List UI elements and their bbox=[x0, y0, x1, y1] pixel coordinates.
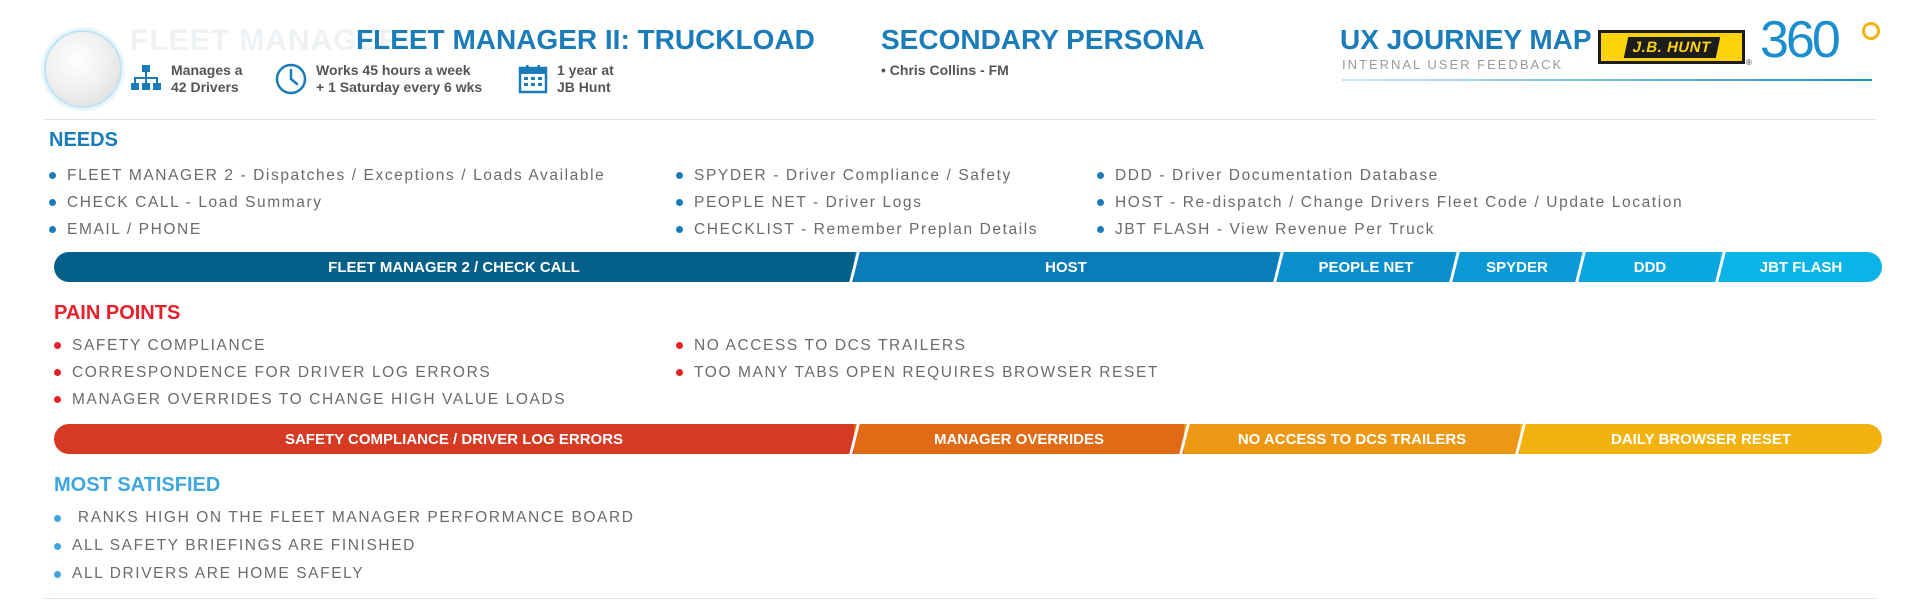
satisfied-item-text: RANKS HIGH ON THE FLEET MANAGER PERFORMANCE BOARD bbox=[72, 509, 635, 526]
needs-bar-segment: HOST bbox=[854, 252, 1278, 282]
stat-hours-line2: + 1 Saturday every 6 wks bbox=[316, 79, 483, 95]
role-title: FLEET MANAGER II: TRUCKLOAD bbox=[356, 24, 815, 55]
journey-map-subtitle: INTERNAL USER FEEDBACK bbox=[1342, 57, 1564, 72]
needs-item bbox=[1097, 162, 1683, 189]
logo-360-number: 360 bbox=[1760, 11, 1838, 69]
jb-hunt-logo bbox=[1598, 30, 1745, 64]
bullet-dot bbox=[54, 515, 61, 522]
bullet-dot bbox=[54, 369, 61, 376]
needs-bar-segment: FLEET MANAGER 2 / CHECK CALL bbox=[54, 252, 854, 282]
needs-bar-segment: DDD bbox=[1580, 252, 1720, 282]
satisfied-item-text: ALL SAFETY BRIEFINGS ARE FINISHED bbox=[72, 537, 416, 554]
needs-item-text: PEOPLE NET - Driver Logs bbox=[694, 193, 923, 211]
bullet-dot bbox=[1097, 172, 1104, 179]
pain-bar-segment: MANAGER OVERRIDES bbox=[854, 424, 1184, 454]
pain-point-item bbox=[54, 332, 566, 359]
most-satisfied-list bbox=[54, 504, 635, 588]
pain-point-item bbox=[54, 359, 566, 386]
stat-hours-line1: Works 45 hours a week bbox=[316, 62, 471, 78]
stat-tenure bbox=[518, 62, 614, 96]
pain-bar-segment: SAFETY COMPLIANCE / DRIVER LOG ERRORS bbox=[54, 424, 854, 454]
footer-divider bbox=[44, 598, 1876, 599]
pain-point-item bbox=[676, 332, 1159, 359]
bullet-dot bbox=[676, 226, 683, 233]
pain-point-item bbox=[676, 359, 1159, 386]
header-divider bbox=[44, 119, 1876, 120]
needs-column-2 bbox=[676, 162, 1038, 243]
needs-tools-bar bbox=[54, 252, 1882, 282]
bullet-dot bbox=[1097, 199, 1104, 206]
needs-item bbox=[49, 189, 605, 216]
stat-drivers-text bbox=[171, 62, 243, 96]
satisfied-item bbox=[54, 504, 635, 532]
bullet-dot bbox=[676, 172, 683, 179]
needs-item bbox=[676, 162, 1038, 189]
satisfied-item-text: ALL DRIVERS ARE HOME SAFELY bbox=[72, 565, 365, 582]
journey-map-title: UX JOURNEY MAP bbox=[1340, 24, 1592, 55]
pain-bar-segment: NO ACCESS TO DCS TRAILERS bbox=[1184, 424, 1520, 454]
stat-hours bbox=[275, 62, 482, 96]
pain-point-text: NO ACCESS TO DCS TRAILERS bbox=[694, 336, 967, 354]
registered-mark: ® bbox=[1746, 58, 1752, 67]
needs-item-text: HOST - Re-dispatch / Change Drivers Fleet Code / Update Location bbox=[1115, 193, 1684, 211]
needs-item-text: EMAIL / PHONE bbox=[67, 220, 202, 238]
most-satisfied-title: MOST SATISFIED bbox=[54, 474, 221, 496]
logo-360-ring bbox=[1862, 22, 1880, 40]
satisfied-item bbox=[54, 560, 635, 588]
stat-hours-text bbox=[316, 62, 482, 96]
stat-tenure-line1: 1 year at bbox=[557, 62, 614, 78]
bullet-dot bbox=[54, 543, 61, 550]
pain-points-title: PAIN POINTS bbox=[54, 302, 181, 324]
pain-points-bar bbox=[54, 424, 1882, 454]
needs-item-text: DDD - Driver Documentation Database bbox=[1115, 166, 1439, 184]
bullet-dot bbox=[676, 369, 683, 376]
persona-title: SECONDARY PERSONA bbox=[881, 24, 1205, 55]
pain-point-item bbox=[54, 386, 566, 413]
stat-drivers-line1: Manages a bbox=[171, 62, 243, 78]
pain-point-text: TOO MANY TABS OPEN REQUIRES BROWSER RESET bbox=[694, 363, 1159, 381]
clock-icon bbox=[275, 63, 307, 95]
needs-item-text: JBT FLASH - View Revenue Per Truck bbox=[1115, 220, 1436, 238]
bullet-dot bbox=[54, 342, 61, 349]
needs-item-text: FLEET MANAGER 2 - Dispatches / Exceptions / Loads Available bbox=[67, 166, 606, 184]
needs-bar-segment: PEOPLE NET bbox=[1278, 252, 1454, 282]
org-chart-icon bbox=[130, 64, 162, 94]
stat-tenure-line2: JB Hunt bbox=[557, 79, 611, 95]
pain-points-column-2 bbox=[676, 332, 1159, 386]
satisfied-item bbox=[54, 532, 635, 560]
needs-item bbox=[49, 216, 605, 243]
pain-point-text: CORRESPONDENCE FOR DRIVER LOG ERRORS bbox=[72, 363, 492, 381]
persona-name: • Chris Collins - FM bbox=[881, 62, 1009, 78]
needs-item bbox=[1097, 189, 1683, 216]
needs-item-text: CHECKLIST - Remember Preplan Details bbox=[694, 220, 1039, 238]
bullet-dot bbox=[54, 571, 61, 578]
bullet-dot bbox=[49, 172, 56, 179]
needs-item bbox=[676, 216, 1038, 243]
pain-point-text: SAFETY COMPLIANCE bbox=[72, 336, 267, 354]
stat-drivers bbox=[130, 62, 243, 96]
needs-column-1 bbox=[49, 162, 605, 243]
bullet-dot bbox=[54, 396, 61, 403]
needs-item-text: SPYDER - Driver Compliance / Safety bbox=[694, 166, 1012, 184]
pain-bar-segment: DAILY BROWSER RESET bbox=[1520, 424, 1882, 454]
bullet-dot bbox=[676, 199, 683, 206]
needs-bar-segment: JBT FLASH bbox=[1720, 252, 1882, 282]
journey-map-underline bbox=[1342, 79, 1872, 81]
jb-hunt-logo-text: J.B. HUNT bbox=[1623, 37, 1719, 58]
needs-item bbox=[1097, 216, 1683, 243]
needs-title: NEEDS bbox=[49, 129, 118, 151]
background-watermark-text: FLEET MANAGER bbox=[130, 24, 402, 57]
needs-item bbox=[676, 189, 1038, 216]
needs-bar-segment: SPYDER bbox=[1454, 252, 1580, 282]
bullet-dot bbox=[49, 199, 56, 206]
bullet-dot bbox=[1097, 226, 1104, 233]
stat-drivers-line2: 42 Drivers bbox=[171, 79, 239, 95]
bullet-dot bbox=[676, 342, 683, 349]
persona-avatar bbox=[44, 30, 122, 108]
bullet-dot bbox=[49, 226, 56, 233]
needs-item bbox=[49, 162, 605, 189]
calendar-icon bbox=[518, 64, 548, 94]
pain-points-column-1 bbox=[54, 332, 566, 413]
stat-tenure-text bbox=[557, 62, 614, 96]
needs-item-text: CHECK CALL - Load Summary bbox=[67, 193, 323, 211]
pain-point-text: MANAGER OVERRIDES TO CHANGE HIGH VALUE LOADS bbox=[72, 390, 567, 408]
needs-column-3 bbox=[1097, 162, 1683, 243]
